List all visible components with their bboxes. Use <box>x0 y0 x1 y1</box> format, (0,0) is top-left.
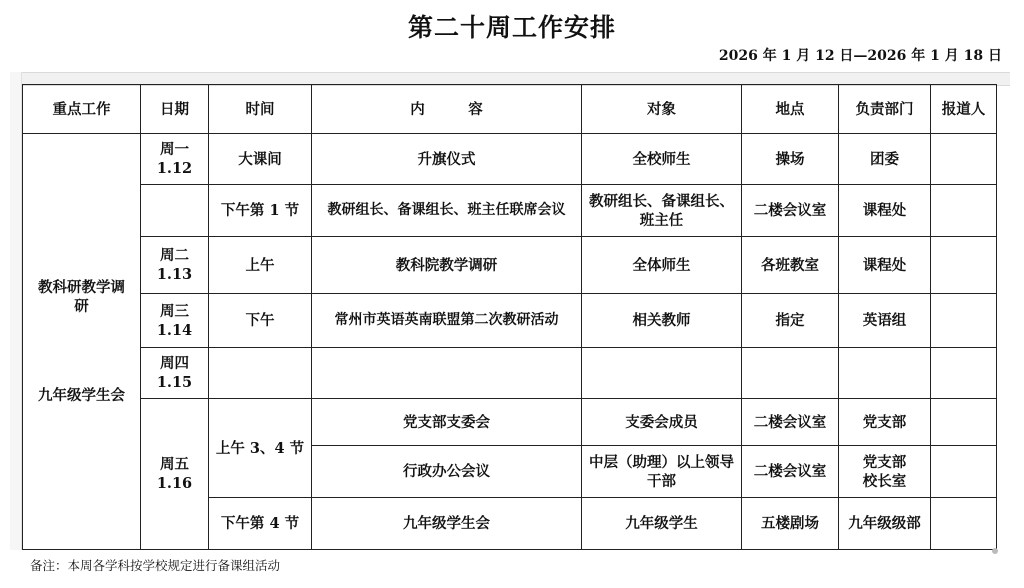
dept-cell <box>839 348 931 399</box>
place-cell: 二楼会议室 <box>742 399 839 446</box>
reporter-cell <box>931 498 997 550</box>
content-cell: 九年级学生会 <box>312 498 582 550</box>
date-cell: 周五 1.16 <box>141 399 209 550</box>
place-cell: 操场 <box>742 134 839 185</box>
target-cell: 全体师生 <box>582 237 742 294</box>
table-resize-handle[interactable] <box>992 548 998 554</box>
place-cell <box>742 348 839 399</box>
target-cell: 中层（助理）以上领导干部 <box>582 446 742 498</box>
table-row <box>23 294 997 348</box>
content-cell: 常州市英语英南联盟第二次教研活动 <box>312 294 582 348</box>
time-cell <box>209 348 312 399</box>
target-cell: 全校师生 <box>582 134 742 185</box>
content-cell: 教研组长、备课组长、班主任联席会议 <box>312 185 582 237</box>
header-time: 时间 <box>209 85 312 134</box>
content-cell: 行政办公会议 <box>312 446 582 498</box>
header-target: 对象 <box>582 85 742 134</box>
target-cell: 教研组长、备课组长、班主任 <box>582 185 742 237</box>
date-cell: 周一 1.12 <box>141 134 209 185</box>
place-cell: 各班教室 <box>742 237 839 294</box>
dept-cell: 团委 <box>839 134 931 185</box>
page-title: 第二十周工作安排 <box>407 13 616 42</box>
header-focus: 重点工作 <box>23 85 141 134</box>
dept-cell: 党支部 校长室 <box>839 446 931 498</box>
header-content: 内 容 <box>312 85 582 134</box>
date-cell: 周二 1.13 <box>141 237 209 294</box>
dept-cell: 英语组 <box>839 294 931 348</box>
footnote: 备注：本周各学科按学校规定进行备课组活动 <box>30 558 281 573</box>
time-cell: 下午第 4 节 <box>209 498 312 550</box>
header-row <box>23 85 997 134</box>
content-cell: 升旗仪式 <box>312 134 582 185</box>
place-cell: 二楼会议室 <box>742 185 839 237</box>
reporter-cell <box>931 185 997 237</box>
date-cell <box>141 185 209 237</box>
header-reporter: 报道人 <box>931 85 997 134</box>
date-cell: 周三 1.14 <box>141 294 209 348</box>
schedule-table <box>22 84 997 550</box>
place-cell: 指定 <box>742 294 839 348</box>
header-dept: 负责部门 <box>839 85 931 134</box>
time-cell: 大课间 <box>209 134 312 185</box>
time-cell: 上午 <box>209 237 312 294</box>
time-cell: 上午 3、4 节 <box>209 399 312 498</box>
target-cell: 支委会成员 <box>582 399 742 446</box>
date-cell: 周四 1.15 <box>141 348 209 399</box>
content-cell: 党支部支委会 <box>312 399 582 446</box>
time-cell: 下午第 1 节 <box>209 185 312 237</box>
reporter-cell <box>931 237 997 294</box>
header-place: 地点 <box>742 85 839 134</box>
reporter-cell <box>931 294 997 348</box>
place-cell: 二楼会议室 <box>742 446 839 498</box>
dept-cell: 党支部 <box>839 399 931 446</box>
focus-item-2: 九年级学生会 <box>38 387 125 404</box>
date-range: 2026 年 1 月 12 日—2026 年 1 月 18 日 <box>718 48 1002 64</box>
table-row <box>23 399 997 446</box>
dept-cell: 课程处 <box>839 237 931 294</box>
focus-work-cell <box>23 134 141 550</box>
place-cell: 五楼剧场 <box>742 498 839 550</box>
content-cell <box>312 348 582 399</box>
target-cell: 九年级学生 <box>582 498 742 550</box>
time-cell: 下午 <box>209 294 312 348</box>
header-date: 日期 <box>141 85 209 134</box>
dept-cell: 九年级级部 <box>839 498 931 550</box>
content-cell: 教科院教学调研 <box>312 237 582 294</box>
table-row <box>23 185 997 237</box>
table-row <box>23 237 997 294</box>
reporter-cell <box>931 134 997 185</box>
grid-ruler-left <box>10 72 22 550</box>
reporter-cell <box>931 446 997 498</box>
table-row <box>23 134 997 185</box>
reporter-cell <box>931 399 997 446</box>
target-cell: 相关教师 <box>582 294 742 348</box>
reporter-cell <box>931 348 997 399</box>
dept-cell: 课程处 <box>839 185 931 237</box>
table-row <box>23 348 997 399</box>
focus-item-1: 教科研教学调研 <box>38 279 125 315</box>
target-cell <box>582 348 742 399</box>
